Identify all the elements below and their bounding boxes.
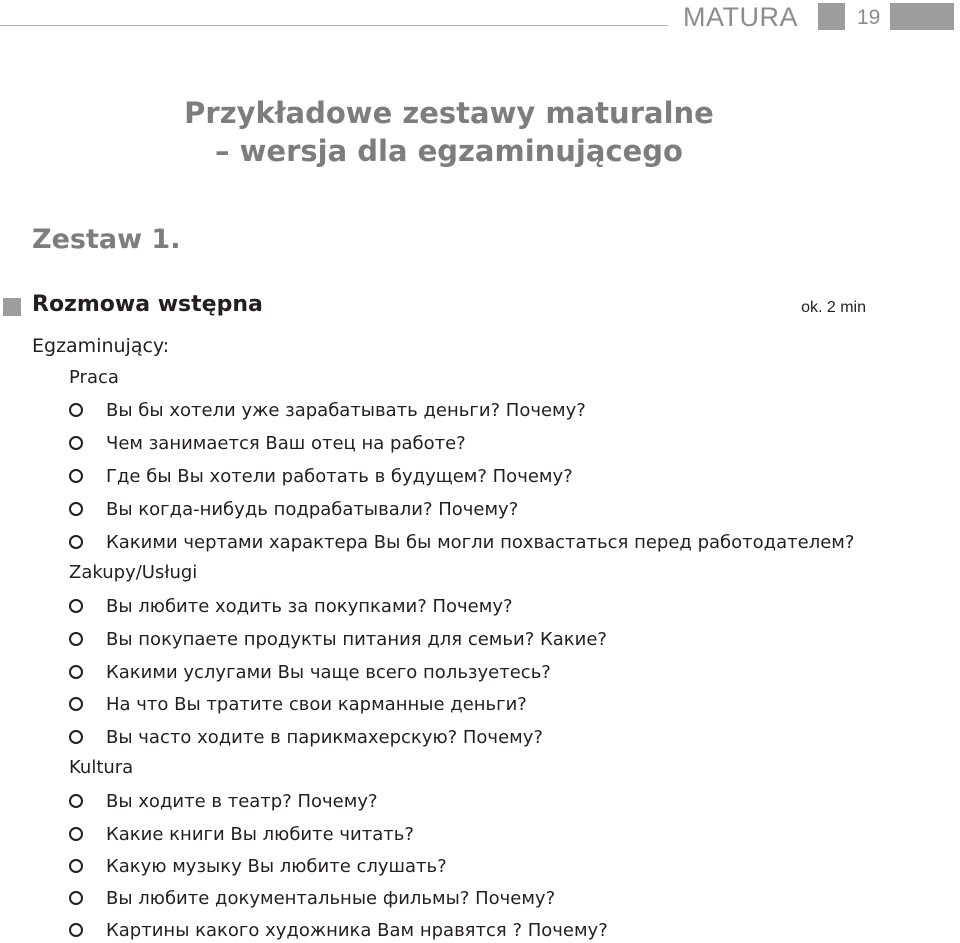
page-title-line-1: Przykładowe zestawy maturalne [184, 96, 714, 130]
question-item [69, 725, 543, 749]
circle-bullet-icon [69, 859, 83, 873]
question-item [69, 431, 466, 455]
header-decor-square [818, 3, 845, 30]
section-title: Rozmowa wstępna [32, 292, 263, 317]
category-heading: Kultura [69, 757, 134, 778]
question-item [69, 627, 607, 651]
question-text: Вы покупаете продукты питания для семьи? Какие? [106, 628, 607, 650]
page-number: 19 [857, 6, 881, 29]
circle-bullet-icon [69, 923, 83, 937]
question-item [69, 854, 447, 878]
question-text: Вы любите документальные фильмы? Почему? [106, 887, 556, 909]
question-text: Какими услугами Вы чаще всего пользуетесь? [106, 661, 551, 683]
question-item [69, 660, 551, 684]
circle-bullet-icon [69, 665, 83, 679]
circle-bullet-icon [69, 730, 83, 744]
page-title-line-2: – wersja dla egzaminującego [215, 134, 683, 168]
question-item [69, 692, 527, 716]
question-text: На что Вы тратите свои карманные деньги? [106, 693, 527, 715]
question-text: Чем занимается Ваш отец на работе? [106, 432, 466, 454]
circle-bullet-icon [69, 535, 83, 549]
question-text: Вы часто ходите в парикмахерскую? Почему? [106, 726, 543, 748]
circle-bullet-icon [69, 827, 83, 841]
question-item [69, 594, 513, 618]
set-heading: Zestaw 1. [32, 224, 181, 255]
question-item [69, 886, 555, 910]
question-text: Где бы Вы хотели работать в будущем? Почему? [106, 465, 573, 487]
section-marker-icon [3, 298, 21, 316]
category-heading: Praca [69, 367, 119, 388]
section-duration: ok. 2 min [801, 299, 866, 316]
question-text: Какую музыку Вы любите слушать? [106, 855, 447, 877]
question-item [69, 918, 608, 942]
question-text: Какими чертами характера Вы бы могли похвастаться перед работодателем? [106, 531, 855, 553]
circle-bullet-icon [69, 436, 83, 450]
question-item [69, 530, 854, 554]
question-text: Вы бы хотели уже зарабатывать деньги? Почему? [106, 399, 586, 421]
question-text: Какие книги Вы любите читать? [106, 823, 414, 845]
question-item [69, 789, 378, 813]
question-item [69, 464, 573, 488]
question-text: Картины какого художника Вам нравятся ? Почему? [106, 919, 608, 941]
header-section-label: MATURA [683, 2, 798, 32]
header-decor-bar [890, 3, 954, 30]
question-text: Вы ходите в театр? Почему? [106, 790, 378, 812]
circle-bullet-icon [69, 697, 83, 711]
question-text: Вы любите ходить за покупками? Почему? [106, 595, 513, 617]
circle-bullet-icon [69, 891, 83, 905]
header-rule [0, 25, 668, 26]
category-heading: Zakupy/Usługi [69, 562, 198, 583]
circle-bullet-icon [69, 502, 83, 516]
examiner-label: Egzaminujący: [32, 335, 170, 357]
circle-bullet-icon [69, 469, 83, 483]
circle-bullet-icon [69, 403, 83, 417]
question-item [69, 398, 586, 422]
circle-bullet-icon [69, 794, 83, 808]
circle-bullet-icon [69, 632, 83, 646]
question-item [69, 497, 518, 521]
question-text: Вы когда-нибудь подрабатывали? Почему? [106, 498, 519, 520]
circle-bullet-icon [69, 599, 83, 613]
question-item [69, 822, 414, 846]
